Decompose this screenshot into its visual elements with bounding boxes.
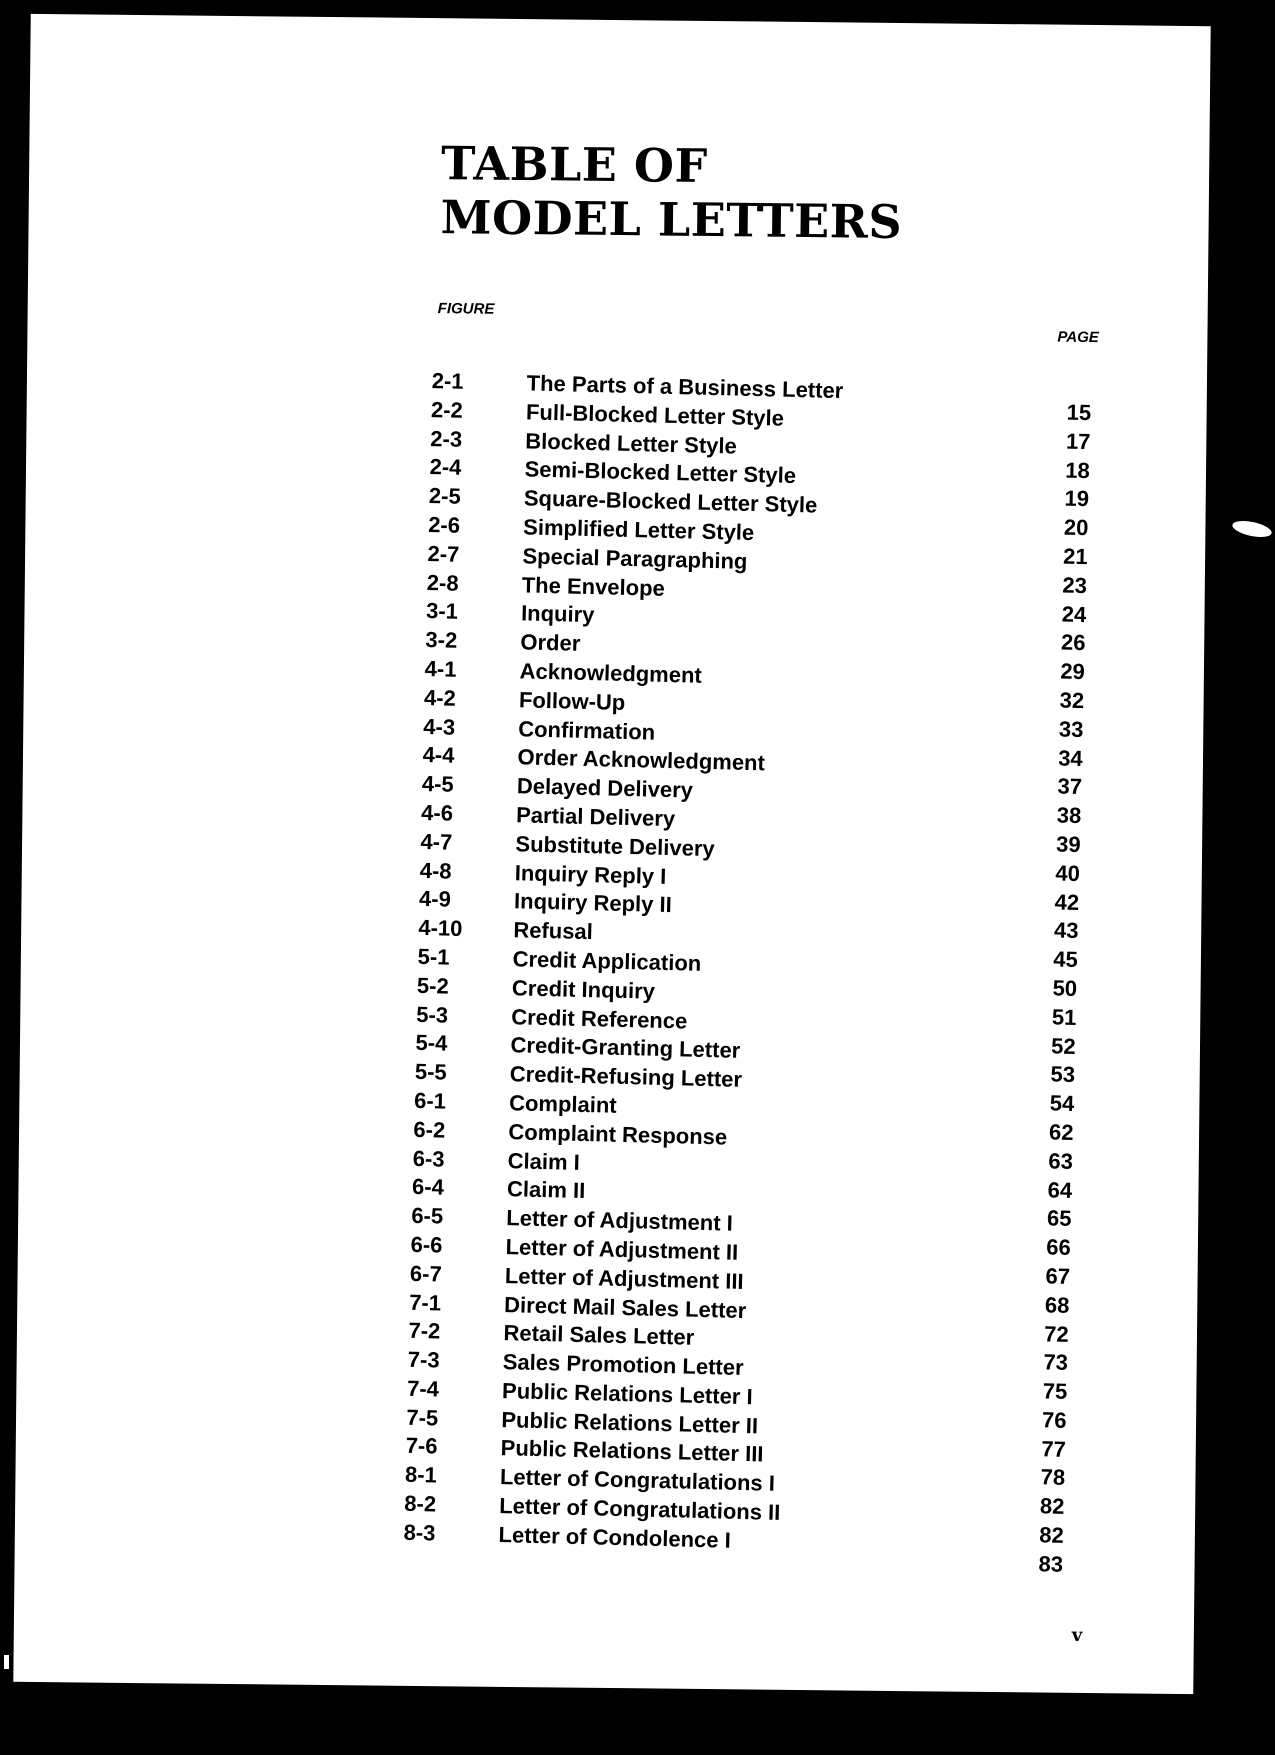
figure-title: Complaint Response (508, 1118, 728, 1150)
figure-title: Blocked Letter Style (525, 427, 738, 459)
page-ref: 15 (1066, 399, 1092, 426)
figure-number: 6-3 (412, 1145, 445, 1172)
figure-number: 2-4 (429, 454, 462, 481)
figure-title: Partial Delivery (515, 802, 676, 832)
page-ref: 20 (1063, 514, 1089, 541)
figure-title: Letter of Congratulations I (499, 1464, 776, 1497)
page-ref: 23 (1062, 572, 1088, 598)
figure-number: 6-5 (411, 1202, 444, 1229)
page-ref: 78 (1040, 1464, 1066, 1491)
figure-title: Square-Blocked Letter Style (523, 485, 818, 518)
figure-number: 8-2 (404, 1490, 437, 1517)
page-ref: 19 (1064, 485, 1090, 512)
title-line-2: MODEL LETTERS (440, 190, 903, 250)
figure-title: Sales Promotion Letter (502, 1349, 744, 1381)
figure-title: Complaint (508, 1090, 617, 1118)
figure-title: Simplified Letter Style (522, 514, 755, 545)
page-ref: 72 (1043, 1320, 1069, 1347)
figure-number: 6-7 (409, 1260, 443, 1287)
figure-number: 2-5 (428, 483, 462, 510)
page-ref: 34 (1057, 745, 1084, 771)
page-ref: 40 (1055, 860, 1081, 886)
page-ref: 62 (1048, 1119, 1074, 1145)
figure-number: 4-5 (421, 771, 455, 797)
page-ref: 66 (1045, 1234, 1072, 1261)
figure-title: Letter of Adjustment I (506, 1205, 734, 1236)
figure-number: 3-2 (425, 627, 458, 653)
page-ref: 53 (1050, 1061, 1076, 1088)
page-ref: 54 (1049, 1090, 1075, 1117)
figure-number: 5-1 (417, 943, 450, 970)
figure-number: 5-2 (416, 972, 450, 999)
figure-title: Letter of Adjustment II (505, 1234, 739, 1265)
page-ref: 37 (1057, 773, 1083, 800)
figure-title: Refusal (513, 917, 594, 945)
page-title (440, 136, 903, 249)
page-ref: 75 (1042, 1378, 1068, 1405)
figure-title: Substitute Delivery (515, 831, 716, 861)
figure-title: Follow-Up (518, 687, 626, 715)
page-ref: 68 (1044, 1292, 1070, 1318)
figure-number: 6-1 (413, 1087, 447, 1114)
figure-number: 7-4 (406, 1375, 440, 1402)
page-number: v (1071, 1624, 1083, 1646)
page-ref: 32 (1059, 687, 1085, 714)
figure-title: Letter of Adjustment III (504, 1262, 744, 1294)
figure-title: Claim II (506, 1176, 586, 1204)
page-ref: 64 (1047, 1176, 1073, 1203)
figure-number: 2-6 (427, 512, 461, 538)
scan-speck (4, 1655, 9, 1669)
figure-title: Public Relations Letter I (501, 1378, 753, 1410)
page-ref: 26 (1060, 629, 1086, 656)
page-ref: 82 (1039, 1493, 1065, 1520)
figure-title: Inquiry (520, 600, 595, 628)
figure-number: 4-7 (420, 828, 453, 855)
figure-number: 6-6 (410, 1231, 443, 1258)
figure-title: Direct Mail Sales Letter (503, 1291, 747, 1323)
figure-number: 2-7 (427, 540, 460, 567)
figure-number: 6-2 (413, 1116, 446, 1143)
title-line-1: TABLE OF (440, 136, 708, 193)
figure-title: Claim I (507, 1147, 581, 1175)
page-ref: 39 (1055, 831, 1081, 858)
page-ref: 77 (1041, 1435, 1067, 1462)
figure-title: Delayed Delivery (516, 773, 694, 803)
figure-title: Order Acknowledgment (517, 744, 766, 776)
figure-number: 4-3 (423, 713, 456, 740)
figure-title: Credit-Granting Letter (510, 1032, 741, 1064)
figure-number: 3-1 (425, 598, 459, 625)
figure-title: Special Paragraphing (522, 543, 748, 574)
figure-title: Inquiry Reply II (513, 888, 673, 918)
figure-number: 8-1 (404, 1462, 438, 1488)
page-ref: 63 (1048, 1148, 1074, 1174)
figure-title: Credit Inquiry (511, 974, 656, 1004)
figure-number: 4-8 (419, 857, 452, 884)
page-ref: 65 (1046, 1205, 1072, 1232)
page-ref: 67 (1045, 1263, 1071, 1289)
figure-title: Inquiry Reply I (514, 859, 667, 889)
scan-speck (1231, 518, 1273, 540)
page-ref: 52 (1050, 1032, 1077, 1059)
figure-number: 4-10 (418, 915, 463, 942)
figure-number: 2-8 (426, 569, 459, 596)
page-ref: 18 (1064, 457, 1091, 483)
figure-number: 7-2 (408, 1318, 441, 1344)
figure-number: 7-6 (405, 1433, 438, 1460)
figure-column-header: FIGURE (437, 300, 495, 318)
figure-title: Full-Blocked Letter Style (525, 399, 785, 431)
page-ref: 38 (1056, 802, 1082, 829)
figure-number: 4-4 (422, 742, 455, 769)
figure-number: 7-1 (408, 1289, 442, 1316)
page-ref: 42 (1054, 889, 1080, 915)
figure-title: Credit Reference (510, 1003, 688, 1034)
figure-title: Credit Application (512, 946, 702, 976)
figure-title: The Parts of a Business Letter (526, 370, 844, 404)
figure-number: 4-9 (418, 886, 452, 913)
figure-title: Acknowledgment (519, 658, 703, 688)
figure-number: 7-3 (407, 1346, 440, 1373)
page-ref: 51 (1051, 1004, 1077, 1030)
page-ref: 45 (1053, 946, 1079, 973)
figure-number: 6-4 (411, 1174, 445, 1200)
page-ref: 33 (1058, 716, 1084, 742)
document-page (13, 14, 1210, 1694)
page-column-header: PAGE (1057, 328, 1099, 347)
figure-title: Semi-Blocked Letter Style (524, 456, 797, 489)
page-ref: 43 (1053, 917, 1079, 944)
figure-number: 5-5 (414, 1059, 447, 1085)
figure-title: Public Relations Letter III (500, 1435, 764, 1467)
figure-number: 8-3 (403, 1519, 436, 1546)
page-ref: 50 (1052, 975, 1078, 1001)
figure-number: 5-3 (415, 1001, 449, 1028)
figure-title: The Envelope (521, 571, 666, 601)
figure-number: 2-1 (431, 368, 464, 394)
figure-title: Retail Sales Letter (503, 1320, 695, 1351)
figure-number: 4-1 (424, 655, 457, 682)
page-ref: 83 (1038, 1551, 1064, 1577)
figure-title: Public Relations Letter II (501, 1406, 759, 1439)
page-ref: 17 (1065, 428, 1091, 454)
figure-title: Letter of Congratulations II (499, 1493, 781, 1526)
toc-list (403, 368, 1112, 1577)
figure-number: 7-5 (406, 1404, 439, 1431)
page-ref: 73 (1043, 1349, 1069, 1376)
figure-title: Letter of Condolence I (498, 1521, 732, 1553)
figure-number: 2-3 (430, 425, 463, 452)
page-ref: 29 (1060, 658, 1086, 685)
figure-number: 4-6 (420, 799, 454, 826)
page-ref: 21 (1062, 543, 1088, 570)
figure-number: 2-2 (430, 396, 464, 423)
page-ref: 82 (1038, 1522, 1065, 1548)
page-ref: 76 (1041, 1407, 1067, 1433)
figure-title: Credit-Refusing Letter (509, 1061, 743, 1092)
figure-number: 5-4 (415, 1030, 448, 1056)
page-ref: 24 (1061, 601, 1087, 627)
figure-title: Order (520, 629, 581, 656)
figure-title: Confirmation (517, 715, 656, 745)
figure-number: 4-2 (423, 684, 457, 711)
